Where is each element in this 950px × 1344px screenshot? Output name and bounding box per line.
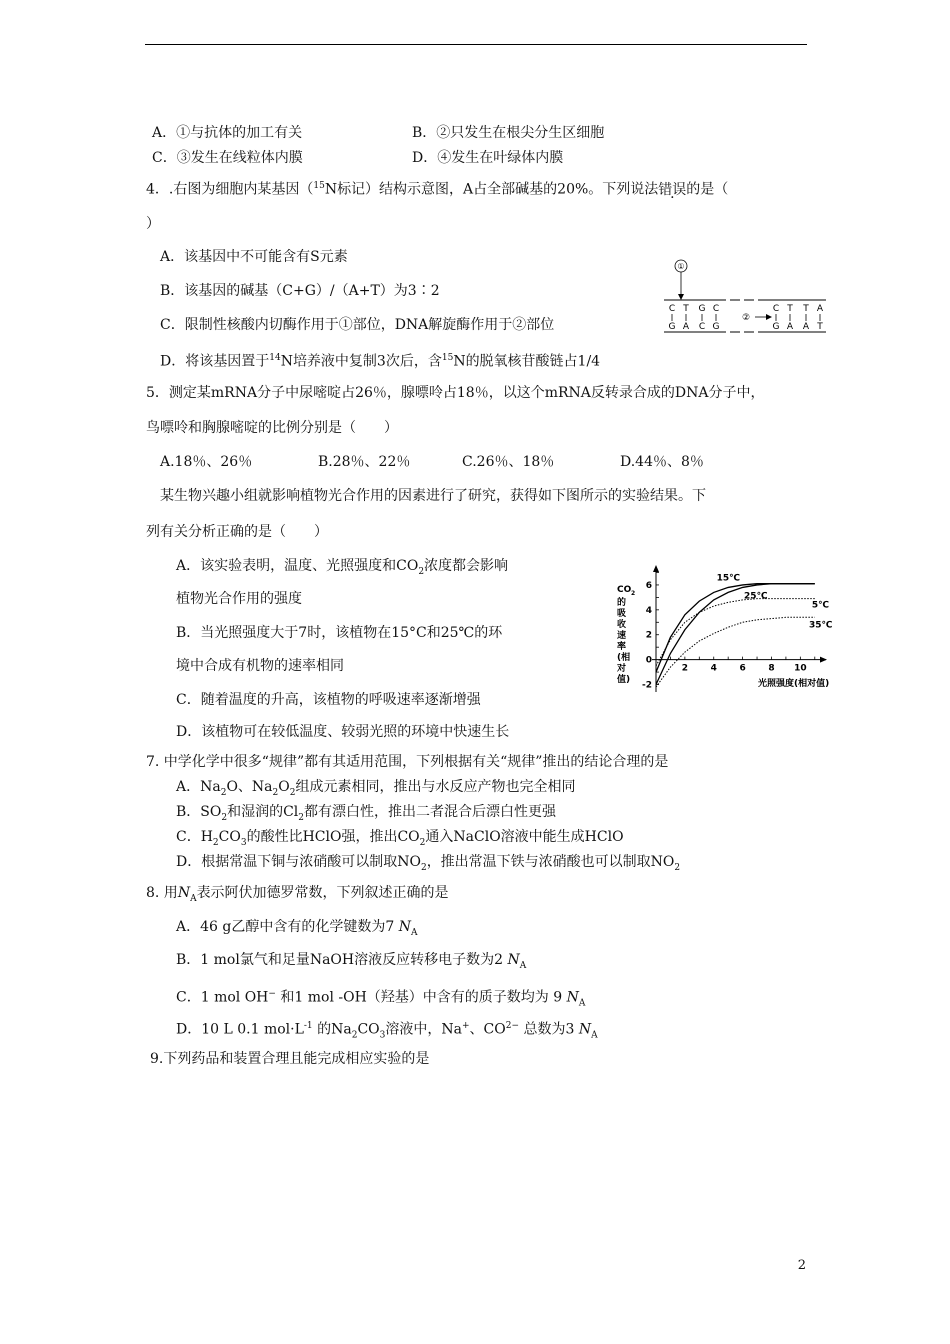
y-axis-label: [616, 585, 635, 685]
svg-text:2: 2: [631, 590, 636, 597]
q4-stem: 4．.右图为细胞内某基因（$^{15}$N标记）结构示意图，A占全部碱基的20%。下列说法错误的是（: [146, 181, 729, 198]
y-tick-label: 2: [645, 630, 652, 641]
q5-stem-line2: 鸟嘌呤和胸腺嘧啶的比例分别是（ ）: [146, 420, 398, 436]
q4-option-c: C．限制性核酸内切酶作用于①部位，DNA解旋酶作用于②部位: [160, 317, 555, 333]
q4-stem-close: ）: [146, 216, 160, 232]
q8-stem: 8. 用$N_A$表示阿伏加德罗常数，下列叙述正确的是: [146, 885, 449, 904]
y-axis-label-char: 收: [617, 620, 627, 630]
q7-option-c: C．$H_2CO_3$的酸性比HClO强，推出$CO_2$通入NaClO溶液中能生成HClO: [176, 829, 624, 848]
q8-option-c: C．1 mol OH− 和1 mol -OH（羟基）中含有的质子数均为 9 $N_A$: [176, 989, 586, 1009]
base-top-left-0: C: [668, 304, 676, 314]
q9-stem: 9.下列药品和装置合理且能完成相应实验的是: [150, 1051, 430, 1067]
base-top-left-3: C: [712, 304, 720, 314]
base-bottom-right-1: A: [786, 322, 794, 332]
base-bottom-left-0: G: [668, 322, 676, 332]
q3-option-b: B．②只发生在根尖分生区细胞: [412, 125, 605, 141]
q5-option-a: A.18％、26％: [160, 454, 253, 470]
y-axis-label-char: 速: [617, 631, 627, 641]
q5-option-b: B.28％、22％: [318, 454, 411, 470]
series-label-35℃: 35℃: [809, 620, 833, 631]
q8-option-b: B．1 mol氯气和足量NaOH溶液反应转移电子数为2 $N_A$: [176, 952, 527, 971]
q7-option-d: D．根据常温下铜与浓硝酸可以制取$NO_2$，推出常温下铁与浓硝酸也可以制取$NO_2$: [176, 854, 681, 873]
header-rule: [145, 44, 807, 45]
base-bottom-left-1: A: [682, 322, 690, 332]
base-top-right-2: T: [803, 304, 809, 314]
q4-option-a: A．该基因中不可能含有S元素: [160, 249, 348, 265]
x-axis-label: 光照强度(相对值): [758, 679, 830, 689]
q6-option-c: C．随着温度的升高，该植物的呼吸速率逐渐增强: [176, 692, 481, 708]
q8-option-a: A．46 g乙醇中含有的化学键数为7 $N_A$: [176, 919, 418, 938]
q3-option-c: C．③发生在线粒体内膜: [152, 150, 303, 166]
y-axis-label-char: 值): [617, 675, 631, 685]
site-2-label: ②: [741, 313, 751, 323]
series-line-15℃: [656, 584, 815, 672]
base-bottom-left-3: G: [712, 322, 720, 332]
q4-option-d: D．将该基因置于$^{14}$N培养液中复制3次后，含$^{15}$N的脱氧核苷酸链占1/4: [160, 353, 601, 370]
base-top-right-3: A: [816, 304, 824, 314]
y-axis-label-char: 率: [617, 642, 627, 652]
base-bottom-left-2: C: [698, 322, 706, 332]
base-bottom-right-3: T: [817, 322, 823, 332]
q6-option-a-cont: 植物光合作用的强度: [176, 591, 302, 607]
q6-stem-line2: 列有关分析正确的是（ ）: [146, 524, 328, 540]
x-tick-label: 2: [681, 663, 689, 674]
q7-option-a: A．$Na_2O$、$Na_2O_2$组成元素相同，推出与水反应产物也完全相同: [176, 779, 576, 798]
x-tick-label: 10: [794, 663, 807, 674]
q6-stem-line1: 某生物兴趣小组就影响植物光合作用的因素进行了研究，获得如下图所示的实验结果。下: [160, 488, 706, 504]
y-tick-label: 6: [645, 580, 652, 591]
q6-option-b-cont: 境中合成有机物的速率相同: [176, 658, 344, 674]
q3-option-d: D．④发生在叶绿体内膜: [412, 150, 564, 166]
page-number: 2: [797, 1258, 806, 1273]
series-line-5℃: [656, 599, 815, 666]
series-label-25℃: 25℃: [744, 591, 768, 602]
x-tick-label: 6: [739, 663, 746, 674]
dna-structure-diagram: [664, 256, 832, 336]
y-axis-label-char: (相: [617, 653, 631, 663]
q3-option-a: A．①与抗体的加工有关: [152, 125, 303, 141]
site-1-label: ①: [677, 262, 685, 271]
y-tick-label: -2: [642, 680, 652, 691]
q7-option-b: B．$SO_2$和湿润的$Cl_2$都有漂白性，推出二者混合后漂白性更强: [176, 804, 557, 823]
series-label-5℃: 5℃: [811, 600, 830, 611]
svg-text:CO: CO: [617, 585, 632, 595]
origin-label: 0: [645, 655, 652, 666]
q8-option-d: D．10 L 0.1 $mol\cdot L^{-1}$ 的$Na_2CO_3$溶液中，Na+、$CO^{2-}$ 总数为3 $N_A$: [176, 1021, 598, 1041]
q4-option-b: B．该基因的碱基（C+G）/（A+T）为3∶2: [160, 283, 440, 299]
series-label-15℃: 15℃: [716, 573, 741, 584]
y-tick-label: 4: [645, 605, 652, 616]
q4-emph: 错误: [658, 181, 687, 198]
q6-option-d: D．该植物可在较低温度、较弱光照的环境中快速生长: [176, 724, 510, 740]
y-axis-label-char: 吸: [617, 609, 627, 619]
q6-option-b: B．当光照强度大于7时，该植物在15°C和25℃的环: [176, 625, 503, 641]
base-bottom-right-2: A: [802, 322, 810, 332]
y-axis-label-char: 的: [617, 598, 627, 608]
base-top-left-1: T: [683, 304, 689, 314]
base-top-right-1: T: [787, 304, 793, 314]
base-bottom-right-0: G: [772, 322, 780, 332]
photosynthesis-chart: [612, 560, 842, 696]
q7-stem: 7. 中学化学中很多“规律”都有其适用范围，下列根据有关“规律”推出的结论合理的是: [146, 754, 669, 770]
y-axis-label-char: 对: [617, 664, 627, 674]
x-axis-arrow: [820, 657, 827, 663]
base-top-left-2: G: [698, 304, 706, 314]
x-tick-label: 8: [768, 663, 775, 674]
q5-stem-line1: 5．测定某mRNA分子中尿嘧啶占26％，腺嘌呤占18％，以这个mRNA反转录合成的DNA分子中，: [146, 385, 765, 401]
series-line-25℃: [656, 584, 815, 685]
q6-option-a: A．该实验表明，温度、光照强度和$CO_2$浓度都会影响: [176, 558, 509, 577]
y-axis-arrow: [653, 565, 659, 572]
q5-option-c: C.26％、18％: [462, 454, 555, 470]
q5-option-d: D.44％、8％: [620, 454, 704, 470]
x-tick-label: 4: [710, 663, 717, 674]
base-top-right-0: C: [772, 304, 780, 314]
